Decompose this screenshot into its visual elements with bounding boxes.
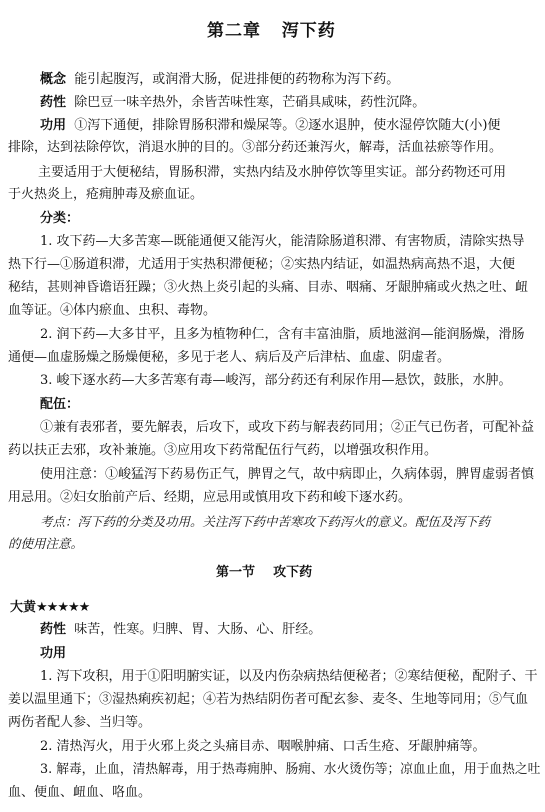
chapter-title: 泻下药 [281,21,336,41]
herb-title [10,600,89,615]
function-line: 功用 ①泻下通便，排除胃肠积滞和燥屎等。②逐水退肿，使水湿停饮随大(小)便 [40,118,501,133]
herb-func-line-6: 血、便血、衄血、咯血。 [8,785,152,800]
chapter-heading [207,21,336,41]
class-line-2: 热下行—①肠道积滞，尤适用于实热积滞便秘；②实热内结证，如温热病高热不退，大便 [8,257,516,272]
class-line-4: 血等证。④体内瘀血、虫积、毒物。 [8,303,217,318]
pairing-heading: 配伍： [40,397,80,412]
caution-line-1: 使用注意：①峻猛泻下药易伤正气，脾胃之气，故中病即止，久病体弱，脾胃虚弱者慎 [40,467,535,482]
concept-line: 概念 能引起腹泻，或润滑大肠，促进排便的药物称为泻下药。 [40,72,400,87]
herb-func-line-3: 两伤者配人参、当归等。 [8,715,152,730]
herb-function-heading: 功用 [40,646,67,661]
herb-func-line-4: 2. 清热泻火，用于火邪上炎之头痛目赤、咽喉肿痛、口舌生疮、牙龈肿痛等。 [40,739,486,754]
herb-func-line-1: 1. 泻下攻积，用于①阳明腑实证，以及内伤杂病热结便秘者；②寒结便秘，配附子、干 [40,669,538,684]
herb-nature-line: 药性 味苦，性寒。归脾、胃、大肠、心、肝经。 [40,622,322,637]
pairing-line-2: 药以扶正去邪，攻补兼施。③应用攻下药常配伍行气药，以增强攻积作用。 [8,443,438,458]
class-line-7: 3. 峻下逐水药—大多苦寒有毒—峻泻，部分药还有利尿作用—悬饮，鼓胀，水肿。 [40,373,512,388]
function-line-cont: 排除，达到祛除停饮，消退水肿的目的。③部分药还兼泻火，解毒，活血祛瘀等作用。 [8,140,503,155]
section-number: 第一节 [216,565,256,580]
pairing-line-1: ①兼有表邪者，要先解表，后攻下，或攻下药与解表药同用；②正气已伤者，可配补益 [40,420,535,435]
classify-heading: 分类： [40,211,80,226]
section-title: 攻下药 [273,565,313,580]
class-line-5: 2. 润下药—大多甘平，且多为植物种仁，含有丰富油脂，质地滋润—能润肠燥，滑肠 [40,327,525,342]
nature-line: 药性 除巴豆一味辛热外，余皆苦味性寒，芒硝具咸味，药性沉降。 [40,95,426,110]
section-heading [216,565,312,580]
herb-name: 大黄 [10,600,37,615]
usage-line: 主要适用于大便秘结，胃肠积滞，实热内结及水肿停饮等里实证。部分药物还可用 [38,165,507,180]
herb-func-line-2: 姜以温里通下；③湿热痢疾初起；④若为热结阴伤者可配玄参、麦冬、生地等同用；⑤气血 [8,692,529,707]
class-line-1: 1. 攻下药—大多苦寒—既能通便又能泻火，能清除肠道积滞、有害物质，清除实热导 [40,234,525,249]
caution-line-2: 用忌用。②妇女胎前产后、经期，应忌用或慎用攻下药和峻下逐水药。 [8,490,412,505]
exam-note-line-2: 的使用注意。 [8,536,84,551]
exam-note-line-1: 考点：泻下药的分类及功用。关注泻下药中苦寒攻下药泻火的意义。配伍及泻下药 [40,514,491,529]
usage-line-cont: 于火热炎上，疮痈肿毒及瘀血证。 [8,187,204,202]
herb-func-line-5: 3. 解毒，止血，清热解毒，用于热毒痈肿、肠痈、水火烫伤等；凉血止血，用于血热之吐 [40,762,541,777]
chapter-number: 第二章 [207,21,261,41]
class-line-3: 秘结，甚则神昏谵语狂躁；③火热上炎引起的头痛、目赤、咽痛、牙龈肿痛或火热之吐、衄 [8,280,529,295]
class-line-6: 通便—血虚肠燥之肠燥便秘，多见于老人、病后及产后津枯、血虚、阴虚者。 [8,350,451,365]
herb-stars: ★★★★★ [36,600,90,615]
